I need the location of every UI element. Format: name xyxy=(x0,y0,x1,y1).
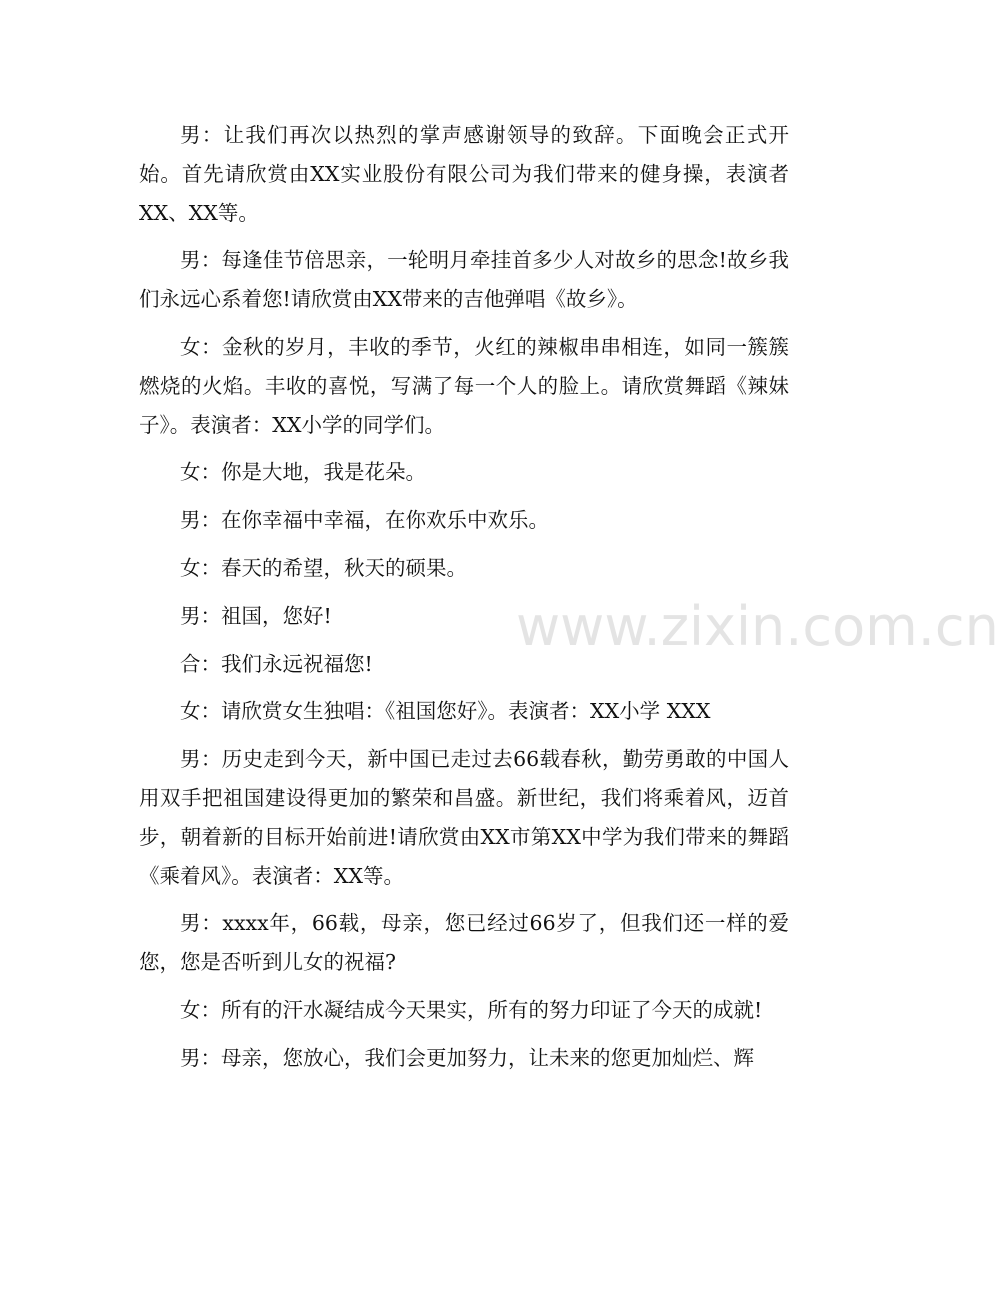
paragraph-1: 男：让我们再次以热烈的掌声感谢领导的致辞。下面晚会正式开始。首先请欣赏由XX实业股份有限公司为我们带来的健身操，表演者XX、XX等。 xyxy=(139,123,789,225)
paragraph-6: 女：春天的希望，秋天的硕果。 xyxy=(180,555,467,580)
watermark: www.zixin.com.cn xyxy=(516,595,999,658)
paragraph-4: 女：你是大地，我是花朵。 xyxy=(180,460,426,485)
paragraph-9: 女：请欣赏女生独唱：《祖国您好》。表演者：XX小学 XXX xyxy=(180,699,711,724)
paragraph-8: 合：我们永远祝福您! xyxy=(180,651,373,676)
paragraph-2: 男：每逢佳节倍思亲，一轮明月牵挂首多少人对故乡的思念!故乡我们永远心系着您!请欣赏由XX带来的吉他弹唱《故乡》。 xyxy=(139,248,789,312)
paragraph-7: 男：祖国，您好! xyxy=(180,603,332,628)
paragraph-3: 女：金秋的岁月，丰收的季节，火红的辣椒串串相连，如同一簇簇燃烧的火焰。丰收的喜悦，写满了每一个人的脸上。请欣赏舞蹈《辣妹子》。表演者：XX小学的同学们。 xyxy=(139,334,789,437)
document-body xyxy=(139,116,789,1087)
paragraph-13: 男：母亲，您放心，我们会更加努力，让未来的您更加灿烂、辉 xyxy=(180,1045,754,1070)
paragraph-12: 女：所有的汗水凝结成今天果实，所有的努力印证了今天的成就! xyxy=(180,997,763,1022)
paragraph-5: 男：在你幸福中幸福，在你欢乐中欢乐。 xyxy=(180,508,549,533)
paragraph-11: 男：xxxx年，66载，母亲，您已经过66岁了，但我们还一样的爱您，您是否听到儿女的祝福? xyxy=(139,911,789,975)
paragraph-10: 男：历史走到今天，新中国已走过去66载春秋，勤劳勇敢的中国人用双手把祖国建设得更加的繁荣和昌盛。新世纪，我们将乘着风，迈首步，朝着新的目标开始前进!请欣赏由XX市第XX中学为我们带来的舞蹈《乘着风》。表演者：XX等。 xyxy=(139,747,789,888)
